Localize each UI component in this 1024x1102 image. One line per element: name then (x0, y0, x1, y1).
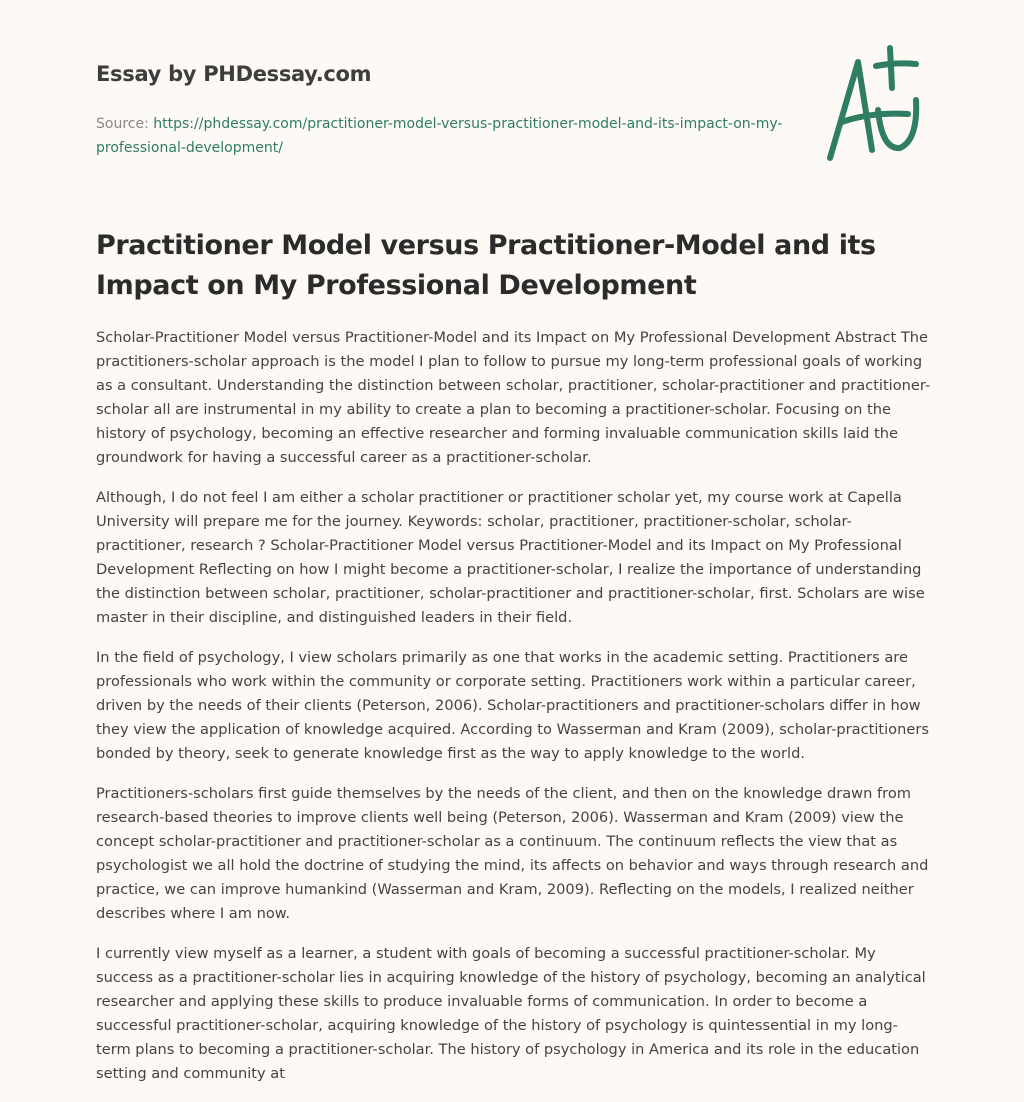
paragraph: Practitioners-scholars first guide themselves by the needs of the client, and then on the knowledge drawn from research-based theories to improve clients well being (Peterson, 2006). Wasserman and Kram (2009) view the concept scholar-practitioner and practitioner-scholar as a continuum. The continuum reflects the view that as psychologist we all hold the doctrine of studying the mind, its affects on behavior and ways through research and practice, we can improve humankind (Wasserman and Kram, 2009). Reflecting on the models, I realized neither describes where I am now. (96, 785, 929, 922)
source-line (96, 112, 796, 160)
paragraph: I currently view myself as a learner, a student with goals of becoming a successful practitioner-scholar. My success as a practitioner-scholar lies in acquiring knowledge of the history of psychology, becoming an analytical researcher and applying these skills to produce invaluable forms of communication. In order to become a successful practitioner-scholar, acquiring knowledge of the history of psychology is quintessential in my long-term plans to becoming a practitioner-scholar. The history of psychology in America and its role in the education setting and community at (96, 945, 926, 1082)
site-header (96, 62, 796, 160)
paragraph: Scholar-Practitioner Model versus Practitioner-Model and its Impact on My Professional Development Abstract The practitioners-scholar approach is the model I plan to follow to pursue my long-term professional goals of working as a consultant. Understanding the distinction between scholar, practitioner, scholar-practitioner and practitioner-scholar all are instrumental in my ability to create a plan to becoming a practitioner-scholar. Focusing on the history of psychology, becoming an effective researcher and forming invaluable communication skills laid the groundwork for having a successful career as a practitioner-scholar. (96, 329, 931, 466)
paragraph: In the field of psychology, I view scholars primarily as one that works in the academic setting. Practitioners are professionals who work within the community or corporate setting. Practitioners work within a particular career, driven by the needs of their clients (Peterson, 2006). Scholar-practitioners and practitioner-scholars differ in how they view the application of knowledge acquired. According to Wasserman and Kram (2009), scholar-practitioners bonded by theory, seek to generate knowledge first as the way to apply knowledge to the world. (96, 649, 929, 762)
source-link[interactable]: https://phdessay.com/practitioner-model-versus-practitioner-model-and-its-impact-on-my-professional-development/ (96, 116, 783, 156)
essay-body (96, 326, 932, 1102)
essay-title: Practitioner Model versus Practitioner-Model and its Impact on My Professional Development (96, 230, 876, 301)
brand-title: Essay by PHDessay.com (96, 62, 372, 86)
source-label: Source: (96, 116, 149, 132)
a-plus-logo-icon (820, 40, 930, 170)
paragraph: Although, I do not feel I am either a scholar practitioner or practitioner scholar yet, my course work at Capella University will prepare me for the journey. Keywords: scholar, practitioner, practitioner-scholar, scholar-practitioner, research ? Scholar-Practitioner Model versus Practitioner-Model and its Impact on My Professional Development Reflecting on how I might become a practitioner-scholar, I realize the importance of understanding the distinction between scholar, practitioner, scholar-practitioner and practitioner-scholar, first. Scholars are wise master in their discipline, and distinguished leaders in their field. (96, 489, 925, 626)
